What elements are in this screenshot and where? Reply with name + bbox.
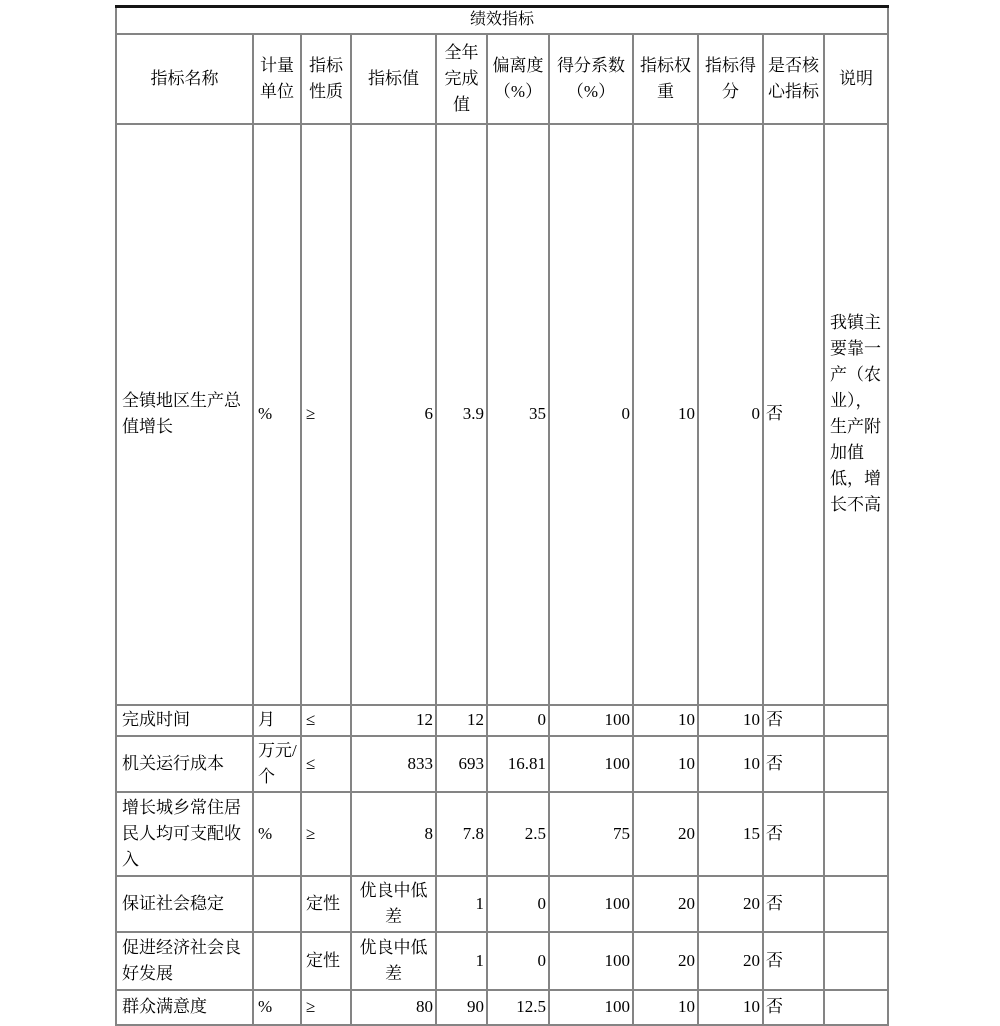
cell-indicator-name: 群众满意度 bbox=[116, 990, 253, 1025]
cell-nature: 定性 bbox=[301, 932, 351, 990]
column-header: 指标性质 bbox=[301, 34, 351, 124]
cell-deviation: 0 bbox=[487, 705, 549, 736]
column-header: 指标得分 bbox=[698, 34, 763, 124]
cell-nature: ≥ bbox=[301, 124, 351, 705]
cell-target-value: 12 bbox=[351, 705, 436, 736]
table-row bbox=[116, 736, 888, 792]
column-header: 全年完成值 bbox=[436, 34, 487, 124]
cell-weight: 20 bbox=[633, 792, 698, 876]
column-header: 说明 bbox=[824, 34, 888, 124]
table-header-row bbox=[116, 34, 888, 124]
cell-indicator-name: 增长城乡常住居民人均可支配收入 bbox=[116, 792, 253, 876]
cell-indicator-name: 保证社会稳定 bbox=[116, 876, 253, 932]
cell-note bbox=[824, 990, 888, 1025]
column-header: 计量单位 bbox=[253, 34, 301, 124]
cell-target-value: 优良中低差 bbox=[351, 876, 436, 932]
cell-score: 10 bbox=[698, 705, 763, 736]
cell-annual-value: 1 bbox=[436, 876, 487, 932]
column-header: 指标权重 bbox=[633, 34, 698, 124]
cell-target-value: 833 bbox=[351, 736, 436, 792]
cell-score: 20 bbox=[698, 876, 763, 932]
cell-score-coefficient: 100 bbox=[549, 705, 633, 736]
cell-score: 0 bbox=[698, 124, 763, 705]
cell-unit: % bbox=[253, 124, 301, 705]
cell-score: 10 bbox=[698, 990, 763, 1025]
cell-nature: ≥ bbox=[301, 792, 351, 876]
cell-indicator-name: 全镇地区生产总值增长 bbox=[116, 124, 253, 705]
cell-annual-value: 12 bbox=[436, 705, 487, 736]
cell-score: 15 bbox=[698, 792, 763, 876]
cell-nature: ≤ bbox=[301, 705, 351, 736]
cell-annual-value: 693 bbox=[436, 736, 487, 792]
table-row bbox=[116, 705, 888, 736]
cell-note bbox=[824, 792, 888, 876]
cell-unit: % bbox=[253, 792, 301, 876]
cell-annual-value: 7.8 bbox=[436, 792, 487, 876]
cell-deviation: 12.5 bbox=[487, 990, 549, 1025]
cell-weight: 10 bbox=[633, 124, 698, 705]
cell-score-coefficient: 100 bbox=[549, 932, 633, 990]
table-row bbox=[116, 876, 888, 932]
performance-indicator-table bbox=[115, 5, 889, 1026]
cell-note bbox=[824, 736, 888, 792]
cell-score-coefficient: 100 bbox=[549, 876, 633, 932]
table-body bbox=[116, 124, 888, 1025]
cell-unit bbox=[253, 876, 301, 932]
cell-note bbox=[824, 705, 888, 736]
cell-nature: ≥ bbox=[301, 990, 351, 1025]
table-row bbox=[116, 124, 888, 705]
cell-is-core-indicator: 否 bbox=[763, 124, 824, 705]
column-header: 指标名称 bbox=[116, 34, 253, 124]
column-header: 偏离度（%） bbox=[487, 34, 549, 124]
cell-is-core-indicator: 否 bbox=[763, 990, 824, 1025]
column-header: 指标值 bbox=[351, 34, 436, 124]
document-page bbox=[115, 5, 889, 1026]
cell-unit: 万元/个 bbox=[253, 736, 301, 792]
cell-annual-value: 1 bbox=[436, 932, 487, 990]
cell-deviation: 0 bbox=[487, 932, 549, 990]
cell-note bbox=[824, 876, 888, 932]
cell-is-core-indicator: 否 bbox=[763, 792, 824, 876]
cell-target-value: 优良中低差 bbox=[351, 932, 436, 990]
cell-score-coefficient: 75 bbox=[549, 792, 633, 876]
table-row bbox=[116, 932, 888, 990]
cell-score-coefficient: 100 bbox=[549, 736, 633, 792]
cell-is-core-indicator: 否 bbox=[763, 876, 824, 932]
cell-deviation: 2.5 bbox=[487, 792, 549, 876]
table-title: 绩效指标 bbox=[116, 7, 888, 34]
cell-score: 20 bbox=[698, 932, 763, 990]
cell-unit bbox=[253, 932, 301, 990]
cell-weight: 20 bbox=[633, 876, 698, 932]
table-row bbox=[116, 792, 888, 876]
cell-is-core-indicator: 否 bbox=[763, 932, 824, 990]
cell-deviation: 16.81 bbox=[487, 736, 549, 792]
cell-indicator-name: 机关运行成本 bbox=[116, 736, 253, 792]
cell-is-core-indicator: 否 bbox=[763, 705, 824, 736]
cell-target-value: 80 bbox=[351, 990, 436, 1025]
cell-annual-value: 3.9 bbox=[436, 124, 487, 705]
cell-indicator-name: 完成时间 bbox=[116, 705, 253, 736]
cell-deviation: 0 bbox=[487, 876, 549, 932]
cell-deviation: 35 bbox=[487, 124, 549, 705]
cell-note: 我镇主要靠一产（农业），生产附加值低，增长不高 bbox=[824, 124, 888, 705]
table-row bbox=[116, 990, 888, 1025]
cell-indicator-name: 促进经济社会良好发展 bbox=[116, 932, 253, 990]
cell-score-coefficient: 100 bbox=[549, 990, 633, 1025]
cell-is-core-indicator: 否 bbox=[763, 736, 824, 792]
cell-nature: ≤ bbox=[301, 736, 351, 792]
cell-target-value: 6 bbox=[351, 124, 436, 705]
cell-nature: 定性 bbox=[301, 876, 351, 932]
cell-score-coefficient: 0 bbox=[549, 124, 633, 705]
cell-weight: 10 bbox=[633, 705, 698, 736]
table-title-row bbox=[116, 7, 888, 34]
cell-weight: 10 bbox=[633, 736, 698, 792]
cell-unit: % bbox=[253, 990, 301, 1025]
column-header: 得分系数（%） bbox=[549, 34, 633, 124]
cell-weight: 20 bbox=[633, 932, 698, 990]
cell-annual-value: 90 bbox=[436, 990, 487, 1025]
cell-note bbox=[824, 932, 888, 990]
cell-unit: 月 bbox=[253, 705, 301, 736]
cell-target-value: 8 bbox=[351, 792, 436, 876]
cell-weight: 10 bbox=[633, 990, 698, 1025]
cell-score: 10 bbox=[698, 736, 763, 792]
column-header: 是否核心指标 bbox=[763, 34, 824, 124]
